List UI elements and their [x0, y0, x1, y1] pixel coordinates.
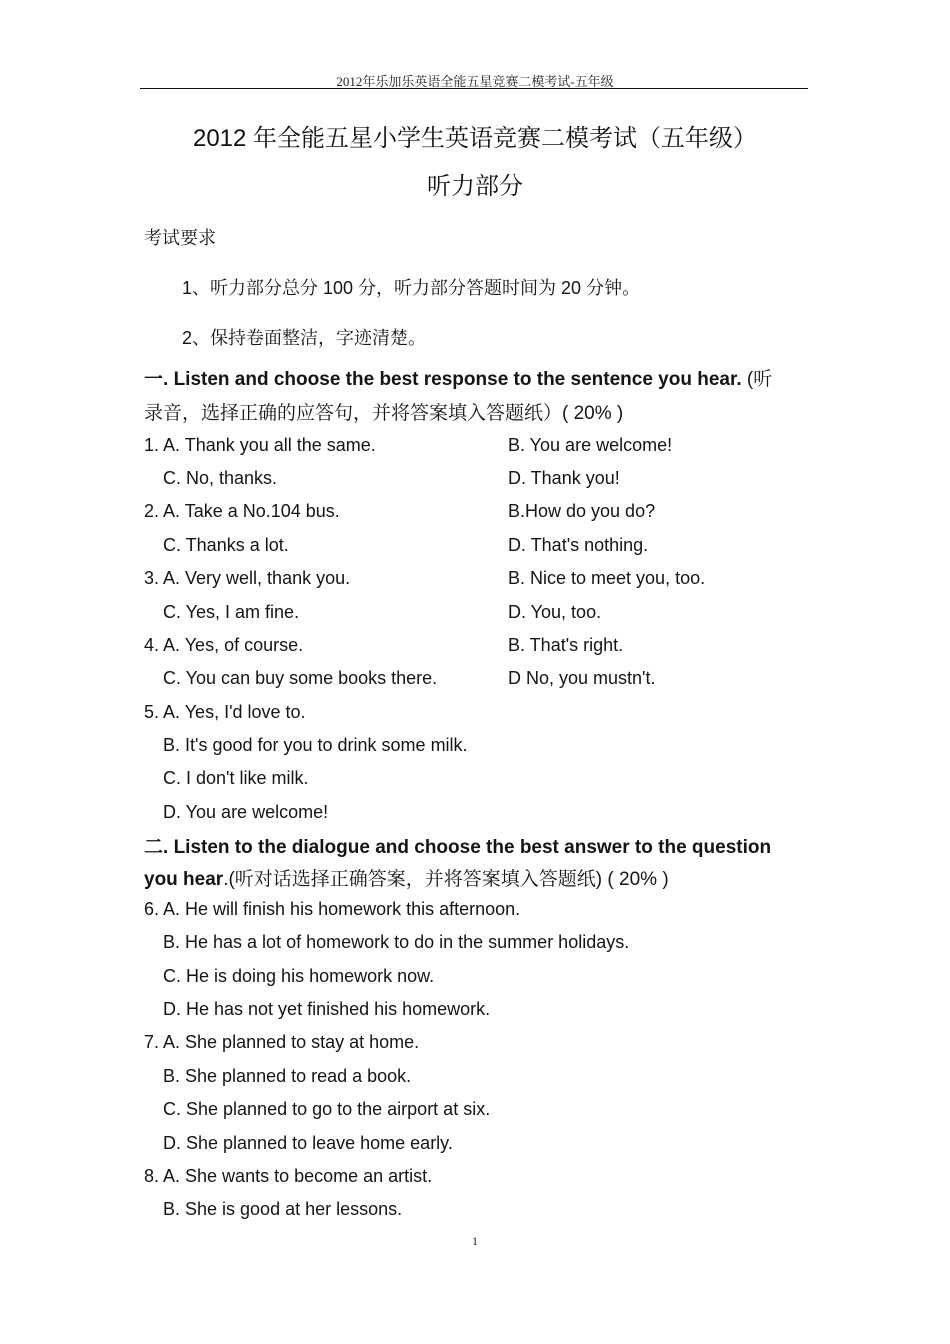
q7-option-b: B. She planned to read a book. [163, 1066, 412, 1086]
q6-option-b: B. He has a lot of homework to do in the summer holidays. [163, 932, 630, 952]
q1-option-a: 1. A. Thank you all the same. [144, 435, 376, 455]
q1-option-d: D. Thank you! [508, 468, 620, 488]
exam-title: 2012 年全能五星小学生英语竞赛二模考试（五年级） [192, 125, 758, 152]
section2-text-cont: you hear [144, 869, 224, 890]
q2-option-a: 2. A. Take a No.104 bus. [144, 501, 340, 521]
requirement-item: 2、保持卷面整洁，字迹清楚。 [182, 328, 427, 348]
q8-option-b: B. She is good at her lessons. [163, 1199, 403, 1219]
q6-option-d: D. He has not yet finished his homework. [163, 999, 491, 1019]
q5-option-b: B. It's good for you to drink some milk. [163, 735, 468, 755]
section2-instruction-cont [144, 864, 669, 891]
q1-option-c: C. No, thanks. [163, 468, 278, 488]
section1-note: (听 [741, 369, 773, 390]
q4-option-c: C. You can buy some books there. [163, 668, 438, 688]
q1-option-b: B. You are welcome! [508, 435, 673, 455]
section1-text: . Listen and choose the best response to the sentence you hear. [163, 369, 742, 390]
section1-note-cont: 录音，选择正确的应答句，并将答案填入答题纸）( 20% ) [144, 403, 624, 424]
q8-option-a: 8. A. She wants to become an artist. [144, 1166, 433, 1186]
section1-instruction [144, 364, 772, 391]
q2-option-b: B.How do you do? [508, 501, 656, 521]
header-divider [140, 88, 808, 89]
q2-option-d: D. That's nothing. [508, 535, 649, 555]
q3-option-b: B. Nice to meet you, too. [508, 568, 706, 588]
q7-option-d: D. She planned to leave home early. [163, 1133, 453, 1153]
requirements-heading: 考试要求 [144, 228, 216, 248]
section2-text: . Listen to the dialogue and choose the best answer to the question [163, 837, 772, 858]
q6-option-a: 6. A. He will finish his homework this afternoon. [144, 899, 521, 919]
q3-option-a: 3. A. Very well, thank you. [144, 568, 351, 588]
running-header: 2012年乐加乐英语全能五星竞赛二模考试-五年级 [336, 74, 614, 89]
q2-option-c: C. Thanks a lot. [163, 535, 289, 555]
section2-number: 二 [144, 837, 164, 858]
page-number: 1 [472, 1234, 478, 1248]
q4-option-d: D No, you mustn't. [508, 668, 656, 688]
q4-option-a: 4. A. Yes, of course. [144, 635, 304, 655]
section2-instruction [144, 832, 771, 859]
section1-number: 一 [144, 369, 164, 390]
q5-option-d: D. You are welcome! [163, 802, 329, 822]
requirement-item: 1、听力部分总分 100 分，听力部分答题时间为 20 分钟。 [182, 278, 641, 298]
q7-option-c: C. She planned to go to the airport at six. [163, 1099, 491, 1119]
section2-note: .(听对话选择正确答案，并将答案填入答题纸) ( 20% ) [223, 869, 669, 890]
q6-option-c: C. He is doing his homework now. [163, 966, 435, 986]
q5-option-a: 5. A. Yes, I'd love to. [144, 702, 306, 722]
q3-option-c: C. Yes, I am fine. [163, 602, 300, 622]
q5-option-c: C. I don't like milk. [163, 768, 309, 788]
section-title: 听力部分 [427, 173, 523, 200]
q4-option-b: B. That's right. [508, 635, 624, 655]
q3-option-d: D. You, too. [508, 602, 602, 622]
q7-option-a: 7. A. She planned to stay at home. [144, 1032, 420, 1052]
